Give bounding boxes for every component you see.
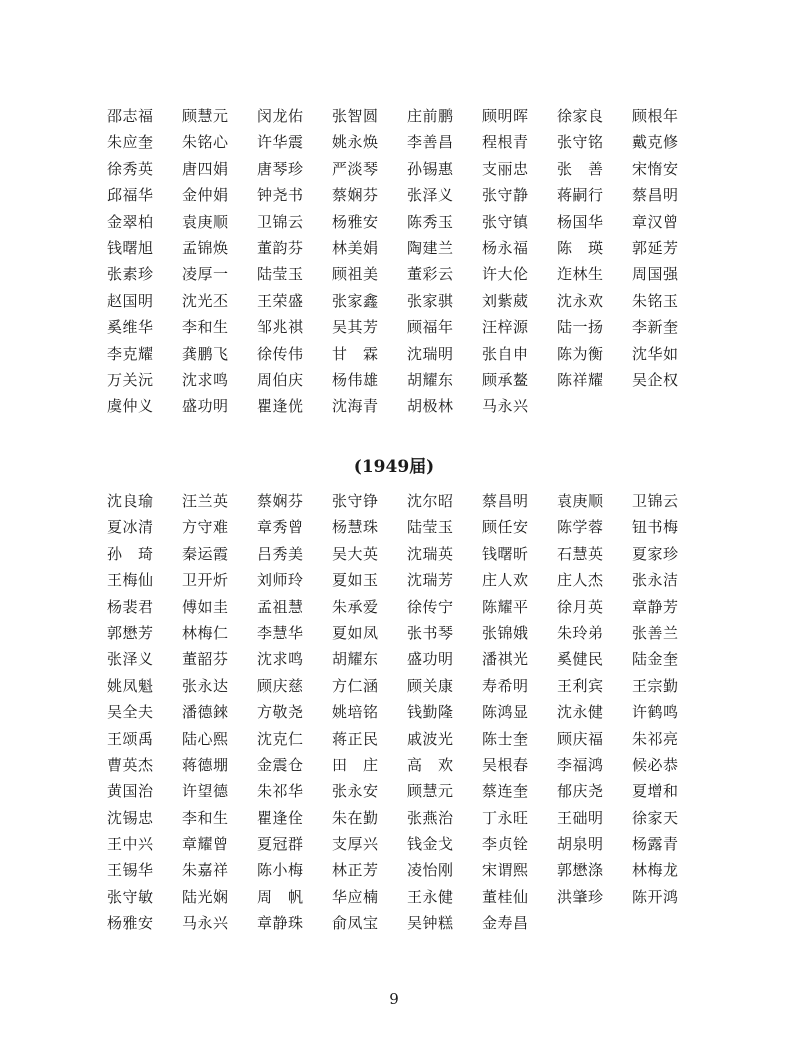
name-list-section-2 (107, 488, 707, 937)
name-entry: 方仁涵 (332, 676, 379, 695)
name-entry: 孙 琦 (107, 544, 154, 563)
name-entry: 董韶芬 (182, 650, 229, 669)
name-entry: 陈小梅 (257, 861, 304, 880)
name-entry: 支丽忠 (482, 159, 529, 178)
name-entry: 吕秀美 (257, 544, 304, 563)
name-entry: 李福鸿 (557, 755, 604, 774)
name-entry: 沈尔昭 (407, 492, 454, 510)
name-entry: 杨裴君 (107, 597, 154, 616)
name-entry: 郭懋涤 (557, 861, 604, 880)
name-entry: 陈学蓉 (557, 518, 604, 537)
name-entry: 邱福华 (107, 186, 154, 205)
name-entry: 周伯庆 (257, 370, 304, 389)
name-entry: 姚培铭 (332, 703, 379, 722)
name-entry: 蔡娴芬 (332, 186, 379, 205)
name-entry: 奚维华 (107, 318, 154, 337)
name-entry: 沈瑞芳 (407, 571, 454, 590)
name-entry: 夏如玉 (332, 571, 379, 590)
name-entry: 傅如圭 (182, 597, 229, 616)
name-entry: 袁庚顺 (182, 212, 229, 231)
name-entry: 沈光丕 (182, 291, 229, 310)
name-entry: 方守难 (182, 518, 229, 537)
name-entry: 顾承鳌 (482, 370, 529, 389)
name-entry: 沈华如 (632, 344, 679, 363)
name-entry: 王础明 (557, 808, 604, 827)
name-entry: 闵龙佑 (257, 107, 304, 125)
name-entry: 张家骐 (407, 291, 454, 310)
name-entry: 王利宾 (557, 676, 604, 695)
name-entry: 吴其芳 (332, 318, 379, 337)
name-entry: 张守敏 (107, 887, 154, 906)
name-entry: 钟尧书 (257, 186, 304, 205)
name-entry: 许大伦 (482, 265, 529, 284)
name-entry: 朱承爱 (332, 597, 379, 616)
name-entry: 刘师玲 (257, 571, 304, 590)
page-number: 9 (389, 990, 399, 1008)
name-entry: 张 善 (557, 159, 604, 178)
name-entry: 支厚兴 (332, 835, 379, 854)
name-entry: 朱应奎 (107, 133, 154, 152)
name-entry: 章秀曾 (257, 518, 304, 537)
name-entry: 顾任安 (482, 518, 529, 537)
name-entry: 汪兰英 (182, 492, 229, 510)
name-entry: 姚永焕 (332, 133, 379, 152)
name-entry: 徐传伟 (257, 344, 304, 363)
name-entry: 陈祥耀 (557, 370, 604, 389)
name-entry: 张锦娥 (482, 623, 529, 642)
name-entry: 陆莹玉 (257, 265, 304, 284)
name-entry: 林梅龙 (632, 861, 679, 880)
name-entry: 顾根年 (632, 107, 679, 125)
name-entry: 杨雅安 (332, 212, 379, 231)
name-entry: 洪肇珍 (557, 887, 604, 906)
name-entry: 金仲娟 (182, 186, 229, 205)
name-entry: 吴企权 (632, 370, 679, 389)
name-entry: 顾慧元 (407, 782, 454, 801)
name-entry: 曹英杰 (107, 755, 154, 774)
name-entry: 李贞铨 (482, 835, 529, 854)
name-entry: 沈克仁 (257, 729, 304, 748)
name-entry: 张守铭 (557, 133, 604, 152)
name-entry: 郭延芳 (632, 238, 679, 257)
name-entry: 卫开炘 (182, 571, 229, 590)
name-entry: 瞿逢佺 (257, 808, 304, 827)
name-entry: 张燕治 (407, 808, 454, 827)
name-entry: 瞿逢侊 (257, 397, 304, 416)
name-entry: 章耀曾 (182, 835, 229, 854)
name-entry: 杨永福 (482, 238, 529, 257)
name-entry: 钱金戈 (407, 835, 454, 854)
name-entry: 张素珍 (107, 265, 154, 284)
name-entry: 许望德 (182, 782, 229, 801)
name-entry: 卫锦云 (257, 212, 304, 231)
name-entry: 严淡琴 (332, 159, 379, 178)
name-entry: 张善兰 (632, 623, 679, 642)
name-entry: 吴根春 (482, 755, 529, 774)
name-entry: 奚健民 (557, 650, 604, 669)
name-entry: 王宗勤 (632, 676, 679, 695)
name-entry: 杨露青 (632, 835, 679, 854)
name-entry: 胡耀东 (407, 370, 454, 389)
name-entry: 李克耀 (107, 344, 154, 363)
name-entry: 夏增和 (632, 782, 679, 801)
name-entry: 杨国华 (557, 212, 604, 231)
name-entry: 甘 霖 (332, 344, 379, 363)
name-entry: 顾祖美 (332, 265, 379, 284)
name-entry: 夏如凤 (332, 623, 379, 642)
name-entry: 钱曙昕 (482, 544, 529, 563)
name-entry: 张家鑫 (332, 291, 379, 310)
name-entry: 寿希明 (482, 676, 529, 695)
name-entry: 朱铭玉 (632, 291, 679, 310)
name-entry: 沈锡忠 (107, 808, 154, 827)
name-entry: 唐琴珍 (257, 159, 304, 178)
name-entry: 李和生 (182, 318, 229, 337)
name-entry: 李和生 (182, 808, 229, 827)
name-entry: 王颂禹 (107, 729, 154, 748)
name-entry: 顾明晖 (482, 107, 529, 125)
name-entry: 蔡昌明 (632, 186, 679, 205)
name-entry: 徐秀英 (107, 159, 154, 178)
name-entry: 虞仲义 (107, 397, 154, 416)
name-entry: 秦运霞 (182, 544, 229, 563)
name-entry: 顾慧元 (182, 107, 229, 125)
name-entry: 万关沅 (107, 370, 154, 389)
name-entry: 朱玲弟 (557, 623, 604, 642)
name-entry: 沈瑞明 (407, 344, 454, 363)
name-entry: 徐传宁 (407, 597, 454, 616)
name-entry: 顾关康 (407, 676, 454, 695)
name-entry: 钮书梅 (632, 518, 679, 537)
name-entry: 宋惰安 (632, 159, 679, 178)
name-entry: 陶建兰 (407, 238, 454, 257)
name-entry: 吴钟糕 (407, 914, 454, 933)
name-entry: 许鹤鸣 (632, 703, 679, 722)
name-entry: 陈开鸿 (632, 887, 679, 906)
name-entry: 马永兴 (182, 914, 229, 933)
name-entry: 陈鸿显 (482, 703, 529, 722)
name-entry: 张泽义 (407, 186, 454, 205)
name-entry: 陆一扬 (557, 318, 604, 337)
name-entry: 庄前鹏 (407, 107, 454, 125)
name-entry: 夏冠群 (257, 835, 304, 854)
name-entry: 朱祁华 (257, 782, 304, 801)
name-entry: 迮林生 (557, 265, 604, 284)
name-entry: 王永健 (407, 887, 454, 906)
name-entry: 王中兴 (107, 835, 154, 854)
name-entry: 张永达 (182, 676, 229, 695)
name-entry: 蒋正民 (332, 729, 379, 748)
name-entry: 沈良瑜 (107, 492, 154, 510)
name-entry: 夏冰清 (107, 518, 154, 537)
name-entry: 杨雅安 (107, 914, 154, 933)
name-entry: 田 庄 (332, 755, 379, 774)
name-entry: 朱在勤 (332, 808, 379, 827)
name-entry: 戴克修 (632, 133, 679, 152)
name-entry: 陈耀平 (482, 597, 529, 616)
name-entry: 章汉曾 (632, 212, 679, 231)
name-entry: 姚凤魁 (107, 676, 154, 695)
name-entry: 王荣盛 (257, 291, 304, 310)
name-entry: 张书琴 (407, 623, 454, 642)
name-entry: 沈瑞英 (407, 544, 454, 563)
name-entry: 沈求鸣 (257, 650, 304, 669)
name-entry: 朱嘉祥 (182, 861, 229, 880)
name-entry: 张守铮 (332, 492, 379, 510)
name-entry: 潘德錸 (182, 703, 229, 722)
name-entry: 吴全夫 (107, 703, 154, 722)
name-entry: 朱祁亮 (632, 729, 679, 748)
name-entry: 章静芳 (632, 597, 679, 616)
name-entry: 沈永健 (557, 703, 604, 722)
name-entry: 张智圆 (332, 107, 379, 125)
name-entry: 朱铭心 (182, 133, 229, 152)
name-entry: 董桂仙 (482, 887, 529, 906)
name-entry: 张守静 (482, 186, 529, 205)
name-entry: 王梅仙 (107, 571, 154, 590)
name-entry: 陈士奎 (482, 729, 529, 748)
name-entry: 陆光娴 (182, 887, 229, 906)
name-entry: 袁庚顺 (557, 492, 604, 510)
name-entry: 蒋德堋 (182, 755, 229, 774)
name-entry: 郭懋芳 (107, 623, 154, 642)
name-entry: 赵国明 (107, 291, 154, 310)
name-entry: 金震仓 (257, 755, 304, 774)
name-entry: 章静珠 (257, 914, 304, 933)
name-entry: 李新奎 (632, 318, 679, 337)
name-entry: 马永兴 (482, 397, 529, 416)
name-entry: 潘祺光 (482, 650, 529, 669)
name-entry: 龚鹏飞 (182, 344, 229, 363)
name-entry: 邵志福 (107, 107, 154, 125)
name-entry: 唐四娟 (182, 159, 229, 178)
name-entry: 李慧华 (257, 623, 304, 642)
name-entry: 石慧英 (557, 544, 604, 563)
name-entry: 陆莹玉 (407, 518, 454, 537)
name-entry: 徐家天 (632, 808, 679, 827)
name-entry: 方敬尧 (257, 703, 304, 722)
name-entry: 沈求鸣 (182, 370, 229, 389)
name-entry: 蔡昌明 (482, 492, 529, 510)
name-entry: 林美娟 (332, 238, 379, 257)
name-entry: 徐家良 (557, 107, 604, 125)
name-entry: 董韵芬 (257, 238, 304, 257)
name-entry: 候必恭 (632, 755, 679, 774)
name-entry: 郁庆尧 (557, 782, 604, 801)
name-entry: 张永洁 (632, 571, 679, 590)
name-entry: 张永安 (332, 782, 379, 801)
name-entry: 孙锡惠 (407, 159, 454, 178)
name-entry: 沈永欢 (557, 291, 604, 310)
name-entry: 胡泉明 (557, 835, 604, 854)
name-entry: 李善昌 (407, 133, 454, 152)
name-entry: 钱勤隆 (407, 703, 454, 722)
name-entry: 程根青 (482, 133, 529, 152)
name-entry: 孟祖慧 (257, 597, 304, 616)
name-entry: 盛功明 (407, 650, 454, 669)
name-entry: 陈为衡 (557, 344, 604, 363)
name-entry: 周 帆 (257, 887, 304, 906)
name-entry: 胡耀东 (332, 650, 379, 669)
name-entry: 庄人欢 (482, 571, 529, 590)
name-entry: 张守镇 (482, 212, 529, 231)
name-entry: 蔡连奎 (482, 782, 529, 801)
name-entry: 华应楠 (332, 887, 379, 906)
name-entry: 顾庆慈 (257, 676, 304, 695)
name-entry: 凌怡刚 (407, 861, 454, 880)
name-entry: 陈 瑛 (557, 238, 604, 257)
name-list-section-1 (107, 103, 707, 420)
name-entry: 顾庆福 (557, 729, 604, 748)
name-entry: 杨慧珠 (332, 518, 379, 537)
name-entry: 金翠柏 (107, 212, 154, 231)
name-entry: 蒋嗣行 (557, 186, 604, 205)
name-entry: 俞凤宝 (332, 914, 379, 933)
name-entry: 卫锦云 (632, 492, 679, 510)
name-entry: 高 欢 (407, 755, 454, 774)
name-entry: 陈秀玉 (407, 212, 454, 231)
name-entry: 陆金奎 (632, 650, 679, 669)
name-entry: 沈海青 (332, 397, 379, 416)
name-entry: 丁永旺 (482, 808, 529, 827)
name-entry: 黄国治 (107, 782, 154, 801)
name-entry: 顾福年 (407, 318, 454, 337)
name-entry: 庄人杰 (557, 571, 604, 590)
name-entry: 孟锦焕 (182, 238, 229, 257)
name-entry: 林正芳 (332, 861, 379, 880)
name-entry: 金寿昌 (482, 914, 529, 933)
name-entry: 钱曙旭 (107, 238, 154, 257)
name-entry: 汪梓源 (482, 318, 529, 337)
name-entry: 徐月英 (557, 597, 604, 616)
name-entry: 邹兆祺 (257, 318, 304, 337)
name-entry: 陆心熙 (182, 729, 229, 748)
name-entry: 张泽义 (107, 650, 154, 669)
name-entry: 刘紫葳 (482, 291, 529, 310)
name-entry: 盛功明 (182, 397, 229, 416)
name-entry: 凌厚一 (182, 265, 229, 284)
name-entry: 宋谓熙 (482, 861, 529, 880)
name-entry: 夏家珍 (632, 544, 679, 563)
name-entry: 蔡娴芬 (257, 492, 304, 510)
name-entry: 董彩云 (407, 265, 454, 284)
name-entry: 杨伟雄 (332, 370, 379, 389)
name-entry: 戚波光 (407, 729, 454, 748)
name-entry: 许华震 (257, 133, 304, 152)
name-entry: 王锡华 (107, 861, 154, 880)
name-entry: 张自申 (482, 344, 529, 363)
name-entry: 周国强 (632, 265, 679, 284)
name-entry: 胡极林 (407, 397, 454, 416)
section-title-1949: (1949届) (353, 457, 435, 477)
name-entry: 吴大英 (332, 544, 379, 563)
name-entry: 林梅仁 (182, 623, 229, 642)
